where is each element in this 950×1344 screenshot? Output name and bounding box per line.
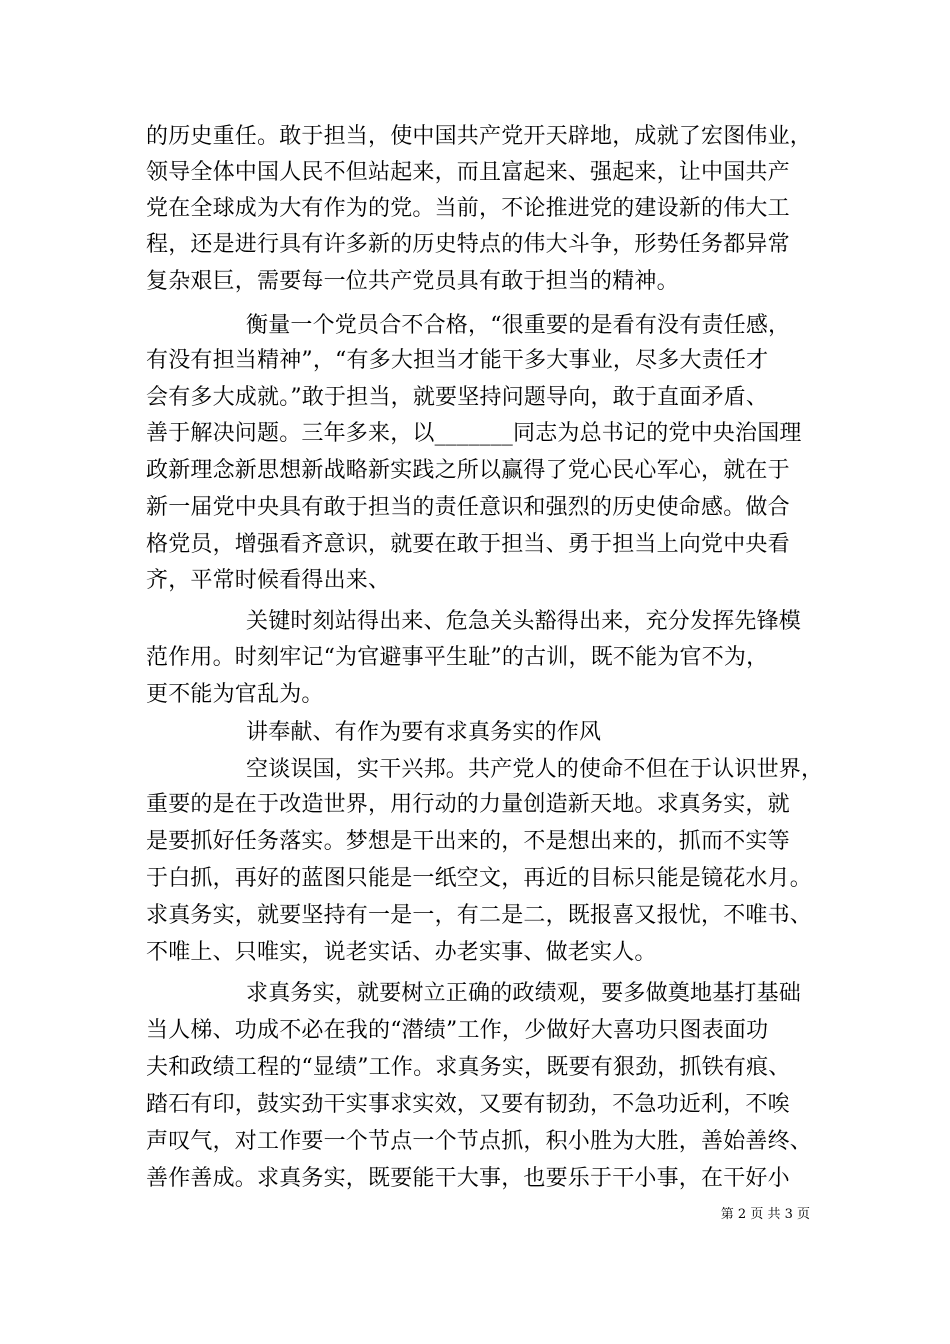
text-line: 领导全体中国人民不但站起来，而且富起来、强起来，让中国共产: [146, 160, 790, 185]
page-number-footer: 第 2 页 共 3 页: [720, 1207, 810, 1222]
text-line: 是要抓好任务落实。梦想是干出来的，不是想出来的，抓而不实等: [146, 829, 790, 854]
text-line: 于白抓，再好的蓝图只能是一纸空文，再近的目标只能是镜花水月。: [146, 866, 813, 891]
text-line: 齐，平常时候看得出来、: [146, 568, 391, 593]
text-line: 党在全球成为大有作为的党。当前，不论推进党的建设新的伟大工: [146, 196, 790, 221]
text-line: 新一届党中央具有敢于担当的责任意识和强烈的历史使命感。做合: [146, 495, 790, 520]
text-line: 政新理念新思想新战略新实践之所以赢得了党心民心军心，就在于: [146, 458, 790, 483]
paragraph-first-line: 求真务实，就要树立正确的政绩观，要多做奠地基打基础: [246, 981, 802, 1006]
text-line: 有没有担当精神”，“有多大担当才能干多大事业，尽多大责任才: [146, 348, 769, 373]
text-line: 的历史重任。敢于担当，使中国共产党开天辟地，成就了宏图伟业，: [146, 124, 813, 149]
text-line: 声叹气，对工作要一个节点一个节点抓，积小胜为大胜，善始善终、: [146, 1129, 813, 1154]
paragraph-first-line: 空谈误国，实干兴邦。共产党人的使命不但在于认识世界，: [246, 757, 824, 782]
paragraph-first-line: 衡量一个党员合不合格，“很重要的是看有没有责任感，: [246, 313, 791, 338]
text-line: 范作用。时刻牢记“为官避事平生耻”的古训，既不能为官不为，: [146, 645, 769, 670]
section-heading: 讲奉献、有作为要有求真务实的作风: [246, 720, 602, 745]
text-line: 不唯上、只唯实，说老实话、办老实事、做老实人。: [146, 940, 657, 965]
text-line: 求真务实，就要坚持有一是一，有二是二，既报喜又报忧，不唯书、: [146, 903, 813, 928]
text-line: 更不能为官乱为。: [146, 682, 324, 707]
text-line: 复杂艰巨，需要每一位共产党员具有敢于担当的精神。: [146, 269, 679, 294]
text-line: 重要的是在于改造世界，用行动的力量创造新天地。求真务实，就: [146, 792, 790, 817]
text-line: 善于解决问题。三年多来，以_______同志为总书记的党中央治国理: [146, 421, 802, 446]
text-line: 当人梯、功成不必在我的“潜绩”工作，少做好大喜功只图表面功: [146, 1018, 769, 1043]
text-line: 夫和政绩工程的“显绩”工作。求真务实，既要有狠劲，抓铁有痕、: [146, 1055, 791, 1080]
paragraph-first-line: 关键时刻站得出来、危急关头豁得出来，充分发挥先锋模: [246, 609, 802, 634]
text-line: 程，还是进行具有许多新的历史特点的伟大斗争，形势任务都异常: [146, 232, 790, 257]
text-line: 格党员，增强看齐意识，就要在敢于担当、勇于担当上向党中央看: [146, 532, 790, 557]
text-line: 善作善成。求真务实，既要能干大事，也要乐于干小事，在干好小: [146, 1166, 790, 1191]
text-line: 踏石有印，鼓实劲干实事求实效，又要有韧劲，不急功近利，不唉: [146, 1092, 790, 1117]
text-line: 会有多大成就。”敢于担当，就要坚持问题导向，敢于直面矛盾、: [146, 385, 769, 410]
